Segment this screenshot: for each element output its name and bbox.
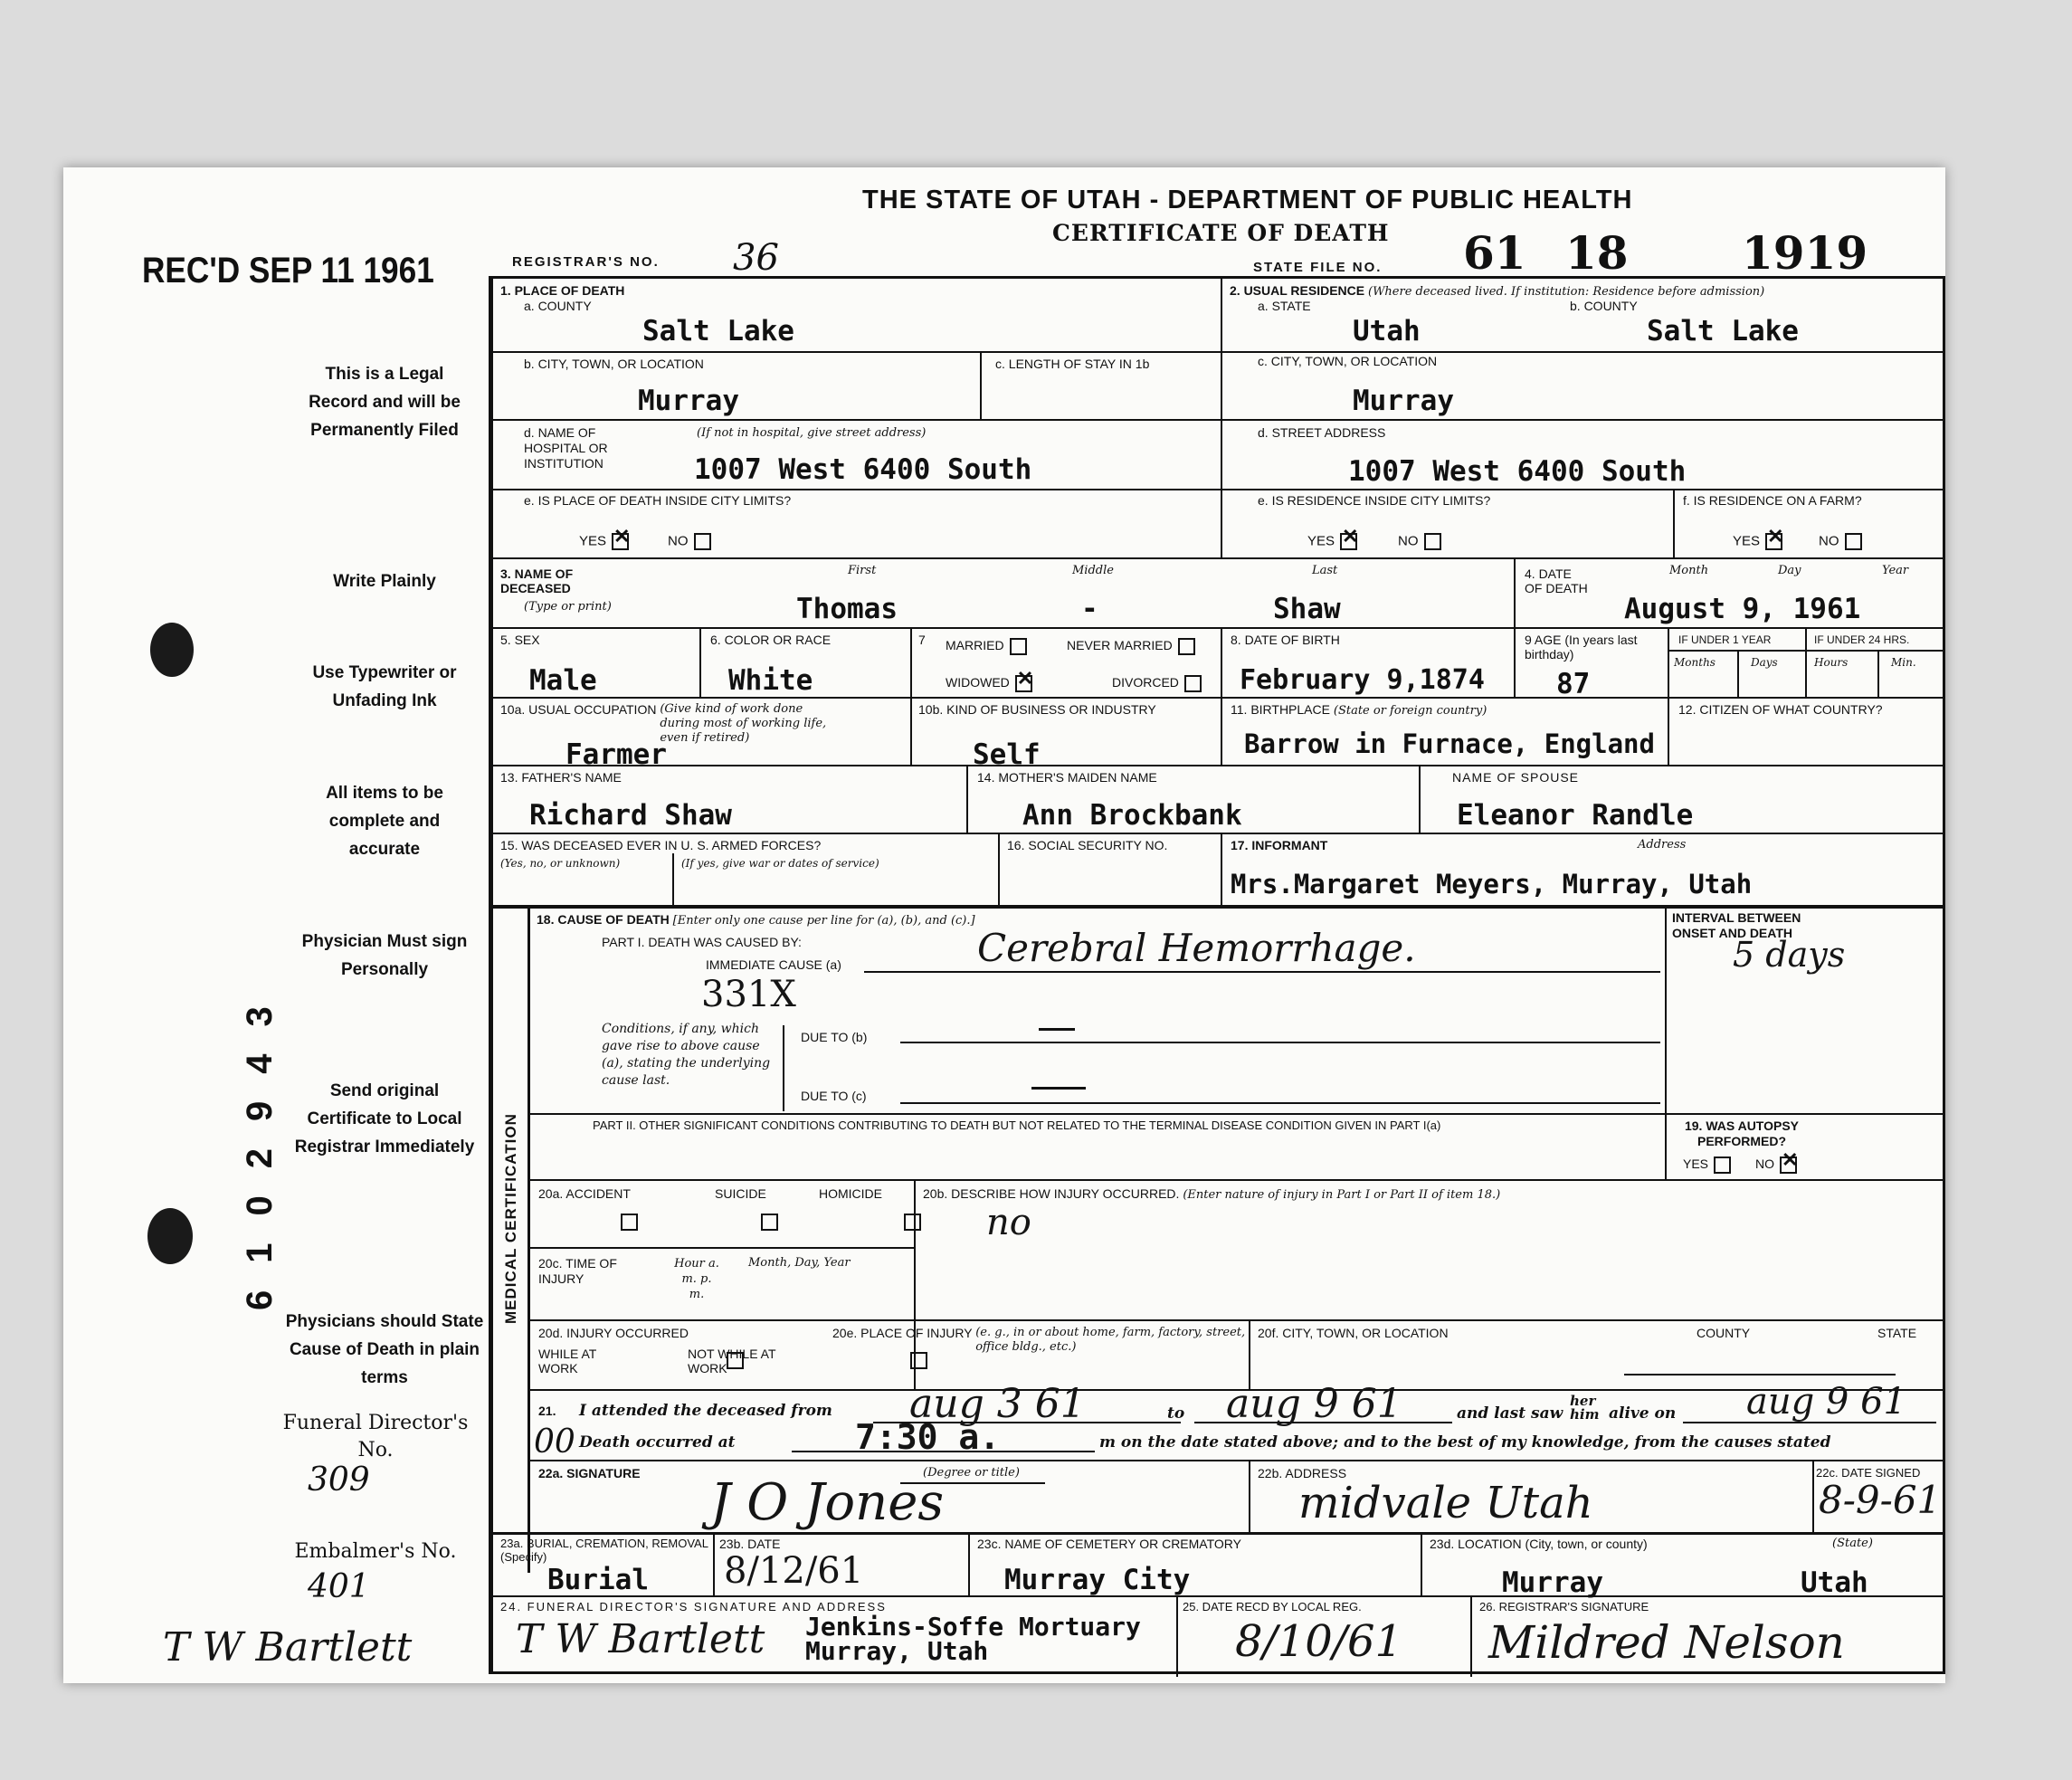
f2f-yes-label: YES	[1733, 533, 1761, 549]
autopsy-no-label: NO	[1755, 1157, 1774, 1172]
f1e-label: e. IS PLACE OF DEATH INSIDE CITY LIMITS?	[524, 493, 792, 508]
f20b-label: 20b. DESCRIBE HOW INJURY OCCURRED.	[923, 1186, 1180, 1201]
father-name: Richard Shaw	[529, 799, 732, 832]
f20b-note: (Enter nature of injury in Part I or Part II of item 18.)	[1183, 1188, 1501, 1202]
hours-label: Hours	[1814, 656, 1849, 669]
hour-label: Hour a. m. p. m.	[674, 1257, 719, 1301]
alive-on-text: alive on	[1609, 1404, 1677, 1423]
last-label: Last	[1312, 564, 1338, 577]
homicide-checkbox[interactable]	[904, 1214, 921, 1231]
interval-value: 5 days	[1733, 935, 1846, 975]
address-label: Address	[1638, 838, 1687, 852]
first-label: First	[848, 564, 877, 577]
physician-address: midvale Utah	[1298, 1478, 1593, 1528]
f1b-label: b. CITY, TOWN, OR LOCATION	[524, 357, 704, 371]
divorced-label: DIVORCED	[1112, 675, 1179, 690]
side-physician: Physician Must sign Personally	[301, 932, 468, 979]
f2e-yes-label: YES	[1307, 533, 1335, 549]
f18-label: 18. CAUSE OF DEATH	[537, 912, 670, 927]
f21-label: 21.	[538, 1404, 556, 1418]
f2-label: 2. USUAL RESIDENCE	[1230, 283, 1365, 298]
business-value: Self	[973, 738, 1041, 771]
interval-label: INTERVAL BETWEEN ONSET AND DEATH	[1672, 910, 1801, 940]
f1e-no-label: NO	[668, 533, 689, 549]
registrar-no: 36	[733, 237, 779, 279]
under-1-year: IF UNDER 1 YEAR	[1678, 633, 1772, 646]
homicide-label: HOMICIDE	[819, 1186, 882, 1201]
f15-label: 15. WAS DECEASED EVER IN U. S. ARMED FORCES?	[500, 838, 822, 852]
autopsy-no-checkbox[interactable]	[1780, 1157, 1797, 1174]
f23d-label: 23d. LOCATION (City, town, or county)	[1430, 1537, 1648, 1551]
side-signature: T W Bartlett	[163, 1624, 413, 1671]
f4-label: 4. DATE OF DEATH	[1525, 566, 1588, 595]
middle-name: -	[1081, 593, 1098, 625]
mdy-label: Month, Day, Year	[748, 1256, 851, 1270]
f19-label: 19. WAS AUTOPSY PERFORMED?	[1684, 1118, 1800, 1148]
state-file-b: 18	[1565, 226, 1629, 280]
cause-b-dash	[1039, 1028, 1075, 1031]
physician-signature: J O Jones	[710, 1473, 945, 1532]
f10b-label: 10b. KIND OF BUSINESS OR INDUSTRY	[918, 702, 1156, 717]
side-typewriter: Use Typewriter or Unfading Ink	[312, 663, 457, 710]
suicide-label: SUICIDE	[715, 1186, 766, 1201]
f25-label: 25. DATE RECD BY LOCAL REG.	[1183, 1600, 1362, 1613]
f1c-label: c. LENGTH OF STAY IN 1b	[995, 357, 1150, 371]
attended-to-date: aug 9 61	[1226, 1381, 1402, 1427]
alive-on-date: aug 9 61	[1746, 1381, 1906, 1423]
birthplace-value: Barrow in Furnace, England	[1244, 728, 1655, 759]
death-time: 7:30 a.	[855, 1417, 1001, 1457]
state-paren-label: (State)	[1832, 1537, 1873, 1550]
f1e-yes-label: YES	[579, 533, 607, 549]
f23b-label: 23b. DATE	[719, 1537, 781, 1551]
due-to-b-label: DUE TO (b)	[801, 1030, 868, 1044]
f2a-value: Utah	[1353, 315, 1421, 347]
medical-certification-label: MEDICAL CERTIFICATION	[502, 1113, 519, 1324]
cause-a-value: Cerebral Hemorrhage.	[977, 926, 1416, 970]
last-name: Shaw	[1273, 593, 1341, 625]
f11-label: 11. BIRTHPLACE	[1231, 702, 1330, 717]
f20c-label: 20c. TIME OF INJURY	[538, 1256, 617, 1286]
f2f-yes-checkbox[interactable]	[1765, 533, 1782, 550]
middle-label: Middle	[1072, 564, 1114, 577]
to-word: to	[1167, 1404, 1185, 1423]
side-send-original: Send original Certificate to Local Registrar Immediately	[294, 1081, 475, 1157]
autopsy-yes-checkbox[interactable]	[1714, 1157, 1731, 1174]
injury-county-label: COUNTY	[1697, 1326, 1751, 1340]
f1-label: 1. PLACE OF DEATH	[500, 283, 625, 298]
f17-label: 17. INFORMANT	[1231, 838, 1328, 852]
embalmer-label: Embalmer's No.	[294, 1540, 457, 1563]
f2e-no-checkbox[interactable]	[1424, 533, 1441, 550]
disposition-value: Burial	[547, 1564, 649, 1596]
cause-code: 331X	[701, 974, 796, 1015]
f7-label: 7	[918, 633, 926, 647]
f15-note-a: (Yes, no, or unknown)	[500, 857, 621, 870]
f22c-label: 22c. DATE SIGNED	[1816, 1466, 1921, 1480]
f18-note: [Enter only one cause per line for (a), (b), and (c).]	[672, 914, 975, 928]
date-received: 8/10/61	[1235, 1616, 1403, 1667]
f1d-note: (If not in hospital, give street address)	[697, 426, 927, 440]
cemetery-location: Murray	[1502, 1566, 1603, 1599]
f26-label: 26. REGISTRAR'S SIGNATURE	[1479, 1600, 1649, 1613]
age-value: 87	[1556, 668, 1591, 700]
f9-label: 9 AGE (In years last birthday)	[1525, 633, 1638, 662]
part2-label: PART II. OTHER SIGNIFICANT CONDITIONS CONTRIBUTING TO DEATH BUT NOT RELATED TO THE TERMINAL DISEASE CONDITION GIVEN IN PART I(a)	[593, 1118, 1441, 1132]
cemetery-value: Murray City	[1004, 1564, 1191, 1596]
mortuary-name: Jenkins-Soffe Mortuary	[805, 1612, 1141, 1642]
f6-label: 6. COLOR OR RACE	[710, 633, 832, 647]
months-label: Months	[1674, 656, 1716, 669]
f2c-value: Murray	[1353, 385, 1454, 417]
days-label: Days	[1751, 656, 1778, 669]
accident-checkbox[interactable]	[621, 1214, 638, 1231]
f2-note: (Where deceased lived. If institution: Residence before admission)	[1368, 285, 1765, 299]
f12-label: 12. CITIZEN OF WHAT COUNTRY?	[1678, 702, 1883, 717]
side-legal-record: This is a Legal Record and will be Permanently Filed	[309, 365, 461, 440]
f2a-label: a. STATE	[1258, 299, 1311, 313]
not-while-label: NOT WHILE AT WORK	[688, 1347, 776, 1375]
date-of-death: August 9, 1961	[1624, 593, 1861, 625]
f5-label: 5. SEX	[500, 633, 540, 647]
married-label: MARRIED	[946, 638, 1004, 653]
month-label: Month	[1669, 564, 1709, 577]
funeral-director-signature: T W Bartlett	[516, 1616, 765, 1662]
header-subtitle: CERTIFICATE OF DEATH	[1052, 220, 1390, 246]
never-married-checkbox[interactable]	[1178, 638, 1195, 655]
divorced-checkbox[interactable]	[1184, 675, 1202, 692]
sex-value: Male	[529, 664, 597, 697]
f20b-value: no	[986, 1202, 1031, 1243]
widowed-checkbox[interactable]	[1015, 675, 1032, 692]
spouse-label: NAME OF SPOUSE	[1452, 770, 1580, 785]
occupation-value: Farmer	[566, 738, 667, 771]
f13-label: 13. FATHER'S NAME	[500, 770, 622, 785]
f2f-no-checkbox[interactable]	[1845, 533, 1862, 550]
state-file-c: 1919	[1742, 226, 1868, 280]
injury-state-label: STATE	[1877, 1326, 1917, 1340]
f20a-label: 20a. ACCIDENT	[538, 1186, 631, 1201]
immediate-cause-label: IMMEDIATE CAUSE (a)	[706, 957, 841, 972]
side-write-plainly: Write Plainly	[333, 572, 436, 591]
first-name: Thomas	[796, 593, 898, 625]
f1b-value: Murray	[638, 385, 739, 417]
part1-label: PART I. DEATH WAS CAUSED BY:	[602, 935, 802, 949]
death-occurred-text: Death occurred at	[579, 1433, 736, 1452]
f2d-value: 1007 West 6400 South	[1348, 455, 1687, 488]
f20e-note: (e. g., in or about home, farm, factory, street, office bldg., etc.)	[975, 1326, 1246, 1354]
f1e-no-checkbox[interactable]	[694, 533, 711, 550]
under-24-hrs: IF UNDER 24 HRS.	[1814, 633, 1910, 646]
f2f-no-label: NO	[1819, 533, 1839, 549]
last-saw-text: and last saw	[1457, 1404, 1564, 1423]
f2c-label: c. CITY, TOWN, OR LOCATION	[1258, 354, 1438, 368]
f23a-label: 23a. BURIAL, CREMATION, REMOVAL (Specify)	[500, 1537, 708, 1564]
attended-from-date: aug 3 61	[909, 1381, 1086, 1427]
certificate-grid	[489, 276, 1945, 1674]
f2e-no-label: NO	[1398, 533, 1419, 549]
f2f-label: f. IS RESIDENCE ON A FARM?	[1683, 493, 1862, 508]
f2b-label: b. COUNTY	[1570, 299, 1638, 313]
f2d-label: d. STREET ADDRESS	[1258, 425, 1386, 440]
due-to-c-label: DUE TO (c)	[801, 1089, 867, 1103]
f10a-label: 10a. USUAL OCCUPATION	[500, 702, 657, 717]
never-married-label: NEVER MARRIED	[1067, 638, 1173, 653]
m-date-stated-text: m on the date stated above; and to the best of my knowledge, from the causes stated	[1099, 1433, 1831, 1452]
spouse-name: Eleanor Randle	[1457, 799, 1694, 832]
medical-initials: 00	[534, 1423, 575, 1461]
f20d-label: 20d. INJURY OCCURRED	[538, 1326, 689, 1340]
header-title: THE STATE OF UTAH - DEPARTMENT OF PUBLIC HEALTH	[862, 186, 1633, 214]
f2b-value: Salt Lake	[1647, 315, 1799, 347]
cemetery-state: Utah	[1801, 1566, 1868, 1599]
mortuary-city: Murray, Utah	[805, 1636, 989, 1666]
f1a-value: Salt Lake	[642, 315, 794, 347]
f16-label: 16. SOCIAL SECURITY NO.	[1007, 838, 1168, 852]
f2e-label: e. IS RESIDENCE INSIDE CITY LIMITS?	[1258, 493, 1491, 508]
f24-label: 24. FUNERAL DIRECTOR'S SIGNATURE AND ADDRESS	[500, 1600, 887, 1613]
f3-label: 3. NAME OF DECEASED	[500, 566, 574, 595]
birth-date: February 9,1874	[1240, 664, 1485, 696]
registrar-signature: Mildred Nelson	[1488, 1616, 1845, 1669]
suicide-checkbox[interactable]	[761, 1214, 778, 1231]
f1d-label: d. NAME OF HOSPITAL OR INSTITUTION	[524, 425, 608, 471]
f10a-note: (Give kind of work done during most of working life, even if retired)	[660, 702, 827, 745]
f11-note: (State or foreign country)	[1333, 704, 1487, 718]
funeral-director-no: 309	[308, 1461, 370, 1499]
f1e-yes-checkbox[interactable]	[612, 533, 629, 550]
f1a-label: a. COUNTY	[524, 299, 592, 313]
informant-value: Mrs.Margaret Meyers, Murray, Utah	[1231, 869, 1753, 900]
year-label: Year	[1882, 564, 1909, 577]
registrar-no-label: REGISTRAR'S NO.	[512, 254, 660, 270]
punch-hole-bottom	[147, 1208, 193, 1264]
conditions-note: Conditions, if any, which gave rise to above cause (a), stating the underlying cause last.	[602, 1022, 771, 1088]
attended-text: I attended the deceased from	[579, 1402, 832, 1420]
cause-c-dash	[1031, 1087, 1086, 1090]
mother-name: Ann Brockbank	[1022, 799, 1242, 832]
side-complete: All items to be complete and accurate	[326, 784, 443, 859]
vertical-file-number: 6102943	[240, 979, 280, 1310]
punch-hole-top	[150, 623, 194, 677]
f8-label: 8. DATE OF BIRTH	[1231, 633, 1340, 647]
side-cause-terms: Physicians should State Cause of Death in plain terms	[285, 1312, 484, 1387]
state-file-a: 61	[1463, 226, 1526, 280]
day-label: Day	[1778, 564, 1801, 577]
date-signed: 8-9-61	[1819, 1478, 1942, 1522]
married-checkbox[interactable]	[1010, 638, 1027, 655]
her-him-text: her him	[1570, 1393, 1600, 1423]
f22a-label: 22a. SIGNATURE	[538, 1466, 641, 1480]
burial-date: 8/12/61	[724, 1550, 864, 1592]
received-stamp: REC'D SEP 11 1961	[142, 251, 434, 290]
widowed-label: WIDOWED	[946, 675, 1010, 690]
f3-note: (Type or print)	[524, 600, 612, 614]
funeral-director-label: Funeral Director's No.	[282, 1412, 469, 1461]
state-file-label: STATE FILE NO.	[1253, 260, 1383, 275]
f20e-label: 20e. PLACE OF INJURY	[832, 1326, 973, 1340]
f20f-label: 20f. CITY, TOWN, OR LOCATION	[1258, 1326, 1449, 1340]
f14-label: 14. MOTHER'S MAIDEN NAME	[977, 770, 1157, 785]
autopsy-yes-label: YES	[1683, 1157, 1709, 1172]
f1d-value: 1007 West 6400 South	[694, 453, 1032, 486]
while-work-label: WHILE AT WORK	[538, 1347, 597, 1375]
min-label: Min.	[1891, 656, 1916, 669]
f22b-label: 22b. ADDRESS	[1258, 1466, 1347, 1480]
f2e-yes-checkbox[interactable]	[1340, 533, 1357, 550]
f23c-label: 23c. NAME OF CEMETERY OR CREMATORY	[977, 1537, 1241, 1551]
race-value: White	[728, 664, 813, 697]
degree-label: (Degree or title)	[923, 1466, 1020, 1480]
f15-note-b: (If yes, give war or dates of service)	[681, 857, 879, 870]
embalmer-no: 401	[308, 1568, 370, 1605]
